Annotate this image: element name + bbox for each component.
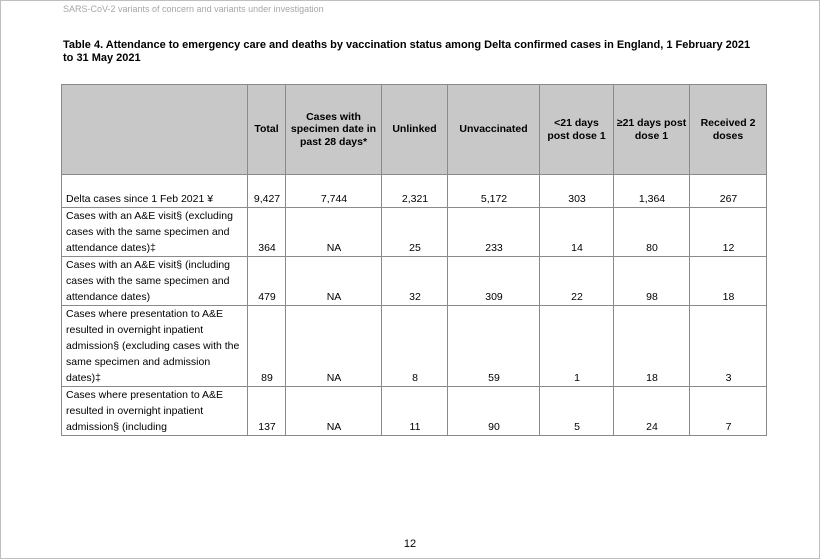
table-title: Table 4. Attendance to emergency care and deaths by vaccination status among Delta confirmed cases in England, 1 February 2021 to 31 May 2021 bbox=[63, 39, 751, 64]
data-table bbox=[61, 84, 767, 436]
table-cell: 5 bbox=[540, 386, 614, 435]
table-cell: 25 bbox=[382, 207, 448, 256]
table-cell: 7,744 bbox=[286, 191, 382, 208]
row-label: Cases where presentation to A&E resulted in overnight inpatient admission§ (including bbox=[62, 386, 248, 435]
column-header bbox=[62, 85, 248, 175]
table-cell: NA bbox=[286, 256, 382, 305]
table-row bbox=[62, 256, 767, 305]
table-cell: 364 bbox=[248, 207, 286, 256]
table-header-row bbox=[62, 85, 767, 175]
table-cell: 11 bbox=[382, 386, 448, 435]
table-cell: 137 bbox=[248, 386, 286, 435]
table-cell: 12 bbox=[690, 207, 767, 256]
table-cell: 90 bbox=[448, 386, 540, 435]
table-cell: 18 bbox=[614, 305, 690, 386]
running-header: SARS-CoV-2 variants of concern and variants under investigation bbox=[63, 4, 324, 14]
table-cell: 7 bbox=[690, 386, 767, 435]
page-number: 12 bbox=[403, 538, 417, 550]
table-cell: 1 bbox=[540, 305, 614, 386]
spacer-cell bbox=[62, 175, 248, 191]
spacer-cell bbox=[448, 175, 540, 191]
column-header: Cases with specimen date in past 28 days* bbox=[286, 85, 382, 175]
table-cell: 1,364 bbox=[614, 191, 690, 208]
table-cell: 89 bbox=[248, 305, 286, 386]
table-cell: 233 bbox=[448, 207, 540, 256]
table-cell: 5,172 bbox=[448, 191, 540, 208]
row-label: Delta cases since 1 Feb 2021 ¥ bbox=[62, 191, 248, 208]
spacer-row bbox=[62, 175, 767, 191]
table-cell: 309 bbox=[448, 256, 540, 305]
table-cell: NA bbox=[286, 207, 382, 256]
table-cell: 303 bbox=[540, 191, 614, 208]
table-cell: 24 bbox=[614, 386, 690, 435]
spacer-cell bbox=[690, 175, 767, 191]
table-cell: 80 bbox=[614, 207, 690, 256]
table-row bbox=[62, 191, 767, 208]
table-cell: 59 bbox=[448, 305, 540, 386]
spacer-cell bbox=[248, 175, 286, 191]
table-cell: 22 bbox=[540, 256, 614, 305]
column-header: Unlinked bbox=[382, 85, 448, 175]
table-row bbox=[62, 386, 767, 435]
spacer-cell bbox=[540, 175, 614, 191]
table-cell: NA bbox=[286, 305, 382, 386]
row-label: Cases with an A&E visit§ (including cases with the same specimen and attendance dates) bbox=[62, 256, 248, 305]
spacer-cell bbox=[382, 175, 448, 191]
spacer-cell bbox=[614, 175, 690, 191]
column-header: <21 days post dose 1 bbox=[540, 85, 614, 175]
table-cell: 14 bbox=[540, 207, 614, 256]
row-label: Cases where presentation to A&E resulted in overnight inpatient admission§ (excluding cases with the same specimen and admission dates)‡ bbox=[62, 305, 248, 386]
column-header: Unvaccinated bbox=[448, 85, 540, 175]
table-row bbox=[62, 207, 767, 256]
spacer-cell bbox=[286, 175, 382, 191]
table-row bbox=[62, 305, 767, 386]
table-cell: 98 bbox=[614, 256, 690, 305]
table-cell: 3 bbox=[690, 305, 767, 386]
table-cell: 479 bbox=[248, 256, 286, 305]
column-header: Received 2 doses bbox=[690, 85, 767, 175]
table-cell: 32 bbox=[382, 256, 448, 305]
table-cell: 2,321 bbox=[382, 191, 448, 208]
column-header: Total bbox=[248, 85, 286, 175]
table-cell: 18 bbox=[690, 256, 767, 305]
column-header: ≥21 days post dose 1 bbox=[614, 85, 690, 175]
table-cell: NA bbox=[286, 386, 382, 435]
table-cell: 9,427 bbox=[248, 191, 286, 208]
table-cell: 8 bbox=[382, 305, 448, 386]
table-cell: 267 bbox=[690, 191, 767, 208]
row-label: Cases with an A&E visit§ (excluding cases with the same specimen and attendance dates)‡ bbox=[62, 207, 248, 256]
